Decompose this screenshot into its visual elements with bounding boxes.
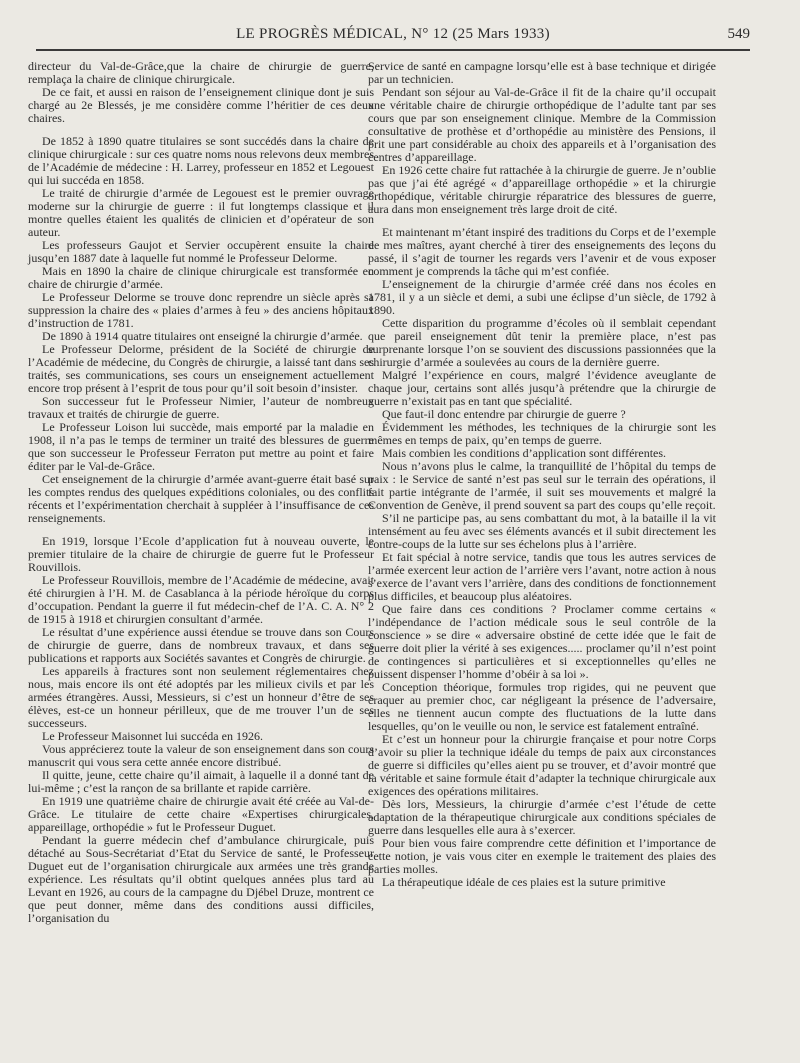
paragraph: Évidemment les méthodes, les techniques de la chirurgie sont les mêmes en temps de paix, qu’en temps de guerre. [368, 420, 716, 447]
journal-title: LE PROGRÈS MÉDICAL, N° 12 (25 Mars 1933) [236, 26, 550, 42]
paragraph: Le Professeur Maisonnet lui succéda en 1926. [42, 729, 263, 743]
left-column [28, 60, 374, 925]
paragraph: En 1926 cette chaire fut rattachée à la chirurgie de guerre. Je n’oublie pas que j’ai été agrégé « d’appareillage orthopédie » et la chirurgie orthopédique, véritable chirurgie réparatrice des blessures de guerre, aura dans mon enseignement très large droit de cité. [368, 163, 716, 216]
paragraph: Nous n’avons plus le calme, la tranquillité de l’hôpital du temps de paix : le Service de santé n’est pas seul sur le terrain des opérations, il fait partie intégrante de l’armée, il suit ses mouvements et malgré la Convention de Genève, il prend souvent sa part des coups qu’elle reçoit. [368, 459, 716, 512]
paragraph: En 1919 une quatrième chaire de chirurgie avait été créée au Val-de-Grâce. Le titulaire de cette chaire «Expertises chirurgicales, appareillage, orthopédie » fut le Professeur Duguet. [28, 794, 374, 834]
paragraph: Pendant la guerre médecin chef d’ambulance chirurgicale, puis détaché au Sous-Secrétariat d’Etat du Service de santé, le Professeur Duguet eut de l’organisation chirurgicale aux armées une très grande expérience. Les résultats qu’il obtint quelques années plus tard au Levant en 1926, au cours de la campagne du Djébel Druze, montrent ce que peut donner, même dans des conditions aussi difficiles, l’organisation du [28, 833, 374, 925]
paragraph: Et fait spécial à notre service, tandis que tous les autres services de l’armée exercent leur action de l’arrière vers l’avant, notre action à nous s’exerce de l’avant vers l’arrière, dans des conditions de fonctionnement plus difficiles, et beaucoup plus aléatoires. [368, 550, 716, 603]
page-header [36, 26, 750, 46]
paragraph: Pour bien vous faire comprendre cette définition et l’importance de cette notion, je vais vous citer en exemple le traitement des plaies des parties molles. [368, 836, 716, 876]
paragraph: Et maintenant m’étant inspiré des traditions du Corps et de l’exemple de mes maîtres, ayant cherché à tirer des enseignements des leçons du passé, il s’agit de tourner les regards vers l’avenir et de vous exposer comment je comprends la tâche qui m’est confiée. [368, 225, 716, 278]
paragraph: Pendant son séjour au Val-de-Grâce il fit de la chaire qu’il occupait une véritable chaire de chirurgie orthopédique de l’adulte tant par ses cours que par son enseignement clinique. Membre de la Commission consultative de prothèse et d’orthopédie au ministère des Pensions, il prit une part considérable au choix des appareils et à l’organisation des centres d’appareillage. [368, 85, 716, 164]
paragraph: Cet enseignement de la chirurgie d’armée avant-guerre était basé sur les comptes rendus des quelques expéditions coloniales, ou des conflits récents et l’expérimentation cherchait à suppléer à l’insuffisance de ces renseignements. [28, 472, 374, 525]
paragraph: directeur du Val-de-Grâce,que la chaire de chirurgie de guerre, remplaça la chaire de clinique chirurgicale. [28, 59, 374, 86]
paragraph: En 1919, lorsque l’Ecole d’application fut à nouveau ouverte, le premier titulaire de la chaire de chirurgie de guerre fut le Professeur Rouvillois. [28, 534, 374, 574]
paragraph: Les appareils à fractures sont non seulement réglementaires chez nous, mais encore ils ont été adoptés par les milieux civils et par les armées étrangères. Aussi, Messieurs, si c’est un honneur d’être de ses élèves, est-ce un honneur périlleux, que de me trouver l’un de ses successeurs. [28, 664, 374, 730]
paragraph: Malgré l’expérience en cours, malgré l’évidence aveuglante de chaque jour, certains sont allés jusqu’à prétendre que la chirurgie de guerre n’existait pas en tant que spécialité. [368, 368, 716, 408]
paragraph: Son successeur fut le Professeur Nimier, l’auteur de nombreux travaux et traités de chirurgie de guerre. [28, 394, 374, 421]
paragraph: De 1890 à 1914 quatre titulaires ont enseigné la chirurgie d’armée. [42, 329, 363, 343]
paragraph: Le résultat d’une expérience aussi étendue se trouve dans son Cours de chirurgie de guerre, dans de nombreux travaux, et dans ses publications et rapports aux Sociétés savantes et Congrès de chirurgie. [28, 625, 374, 665]
paragraph: Le traité de chirurgie d’armée de Legouest est le premier ouvrage moderne sur la chirurgie de guerre : il fut longtemps classique et il montre quelles étaient les qualités de clinicien et d’opérateur de son auteur. [28, 186, 374, 239]
paragraph: Le Professeur Delorme, président de la Société de chirurgie de l’Académie de médecine, du Congrès de chirurgie, a laissé tant dans ses traités, ses communications, ses cours un enseignement actuellement encore trop présent à l’esprit de tous pour qu’il soit besoin d’insister. [28, 342, 374, 395]
paragraph: Et c’est un honneur pour la chirurgie française et pour notre Corps d’avoir su plier la technique idéale du temps de paix aux circonstances de guerre si difficiles qu’elles aient pu se trouver, et d’avoir montré que la véritable et saine formule était d’adapter la technique chirurgicale aux exigences des opérations militaires. [368, 732, 716, 798]
paragraph: De 1852 à 1890 quatre titulaires se sont succédés dans la chaire de clinique chirurgicale : sur ces quatre noms nous relevons deux membres de l’Académie de médecine : H. Larrey, professeur en 1852 et Legouest qui lui succéda en 1858. [28, 134, 374, 187]
paragraph: Il quitte, jeune, cette chaire qu’il aimait, à laquelle il a donné tant de lui-même ; c’est la rançon de sa brillante et rapide carrière. [28, 768, 374, 795]
paragraph: Le Professeur Rouvillois, membre de l’Académie de médecine, avait été chirurgien à l’H. M. de Casablanca à la période héroïque du corps d’occupation. Pendant la guerre il fut médecin-chef de l’A. C. A. N° 2 de 1915 à 1918 et chirurgien consultant d’armée. [28, 573, 374, 626]
paragraph: Les professeurs Gaujot et Servier occupèrent ensuite la chaire jusqu’en 1887 date à laquelle fut nommé le Professeur Delorme. [28, 238, 374, 265]
paragraph: S’il ne participe pas, au sens combattant du mot, à la bataille il la vit intensément au feu avec ses éléments avancés et il subit directement les contre-coups de la lutte sur ses échelons plus à l’arrière. [368, 511, 716, 551]
paragraph: Dès lors, Messieurs, la chirurgie d’armée c’est l’étude de cette adaptation de la thérapeutique chirurgicale aux conditions spéciales de guerre dans lesquelles elle aura à s’exercer. [368, 797, 716, 837]
paragraph: De ce fait, et aussi en raison de l’enseignement clinique dont je suis chargé au 2e Blessés, je me considère comme l’héritier de ces deux chaires. [28, 85, 374, 125]
paragraph: Cette disparition du programme d’écoles où il semblait cependant que pareil enseignement dût tenir la première place, n’est pas surprenante lorsque l’on se souvient des discussions passionnées que la chirurgie d’armée a soulevées au cours de la dernière guerre. [368, 316, 716, 369]
right-column [368, 60, 716, 889]
paragraph: Conception théorique, formules trop rigides, qui ne peuvent que craquer au premier choc, car négligeant la présence de l’adversaire, elles ne tiennent aucun compte des fluctuations de la lutte dans lesquelles, qu’on le veuille ou non, le service est fatalement entraîné. [368, 680, 716, 733]
paragraph: Vous apprécierez toute la valeur de son enseignement dans son cours manuscrit qui vous sera cette année encore distribué. [28, 742, 374, 769]
paragraph: Que faire dans ces conditions ? Proclamer comme certains « l’indépendance de l’action médicale sous le seul contrôle de la conscience » se dire « adversaire obstiné de cette idée que le fait de guerre doit plier la vérité à ses exigences..... proclamer qu’il n’est point de contingences si particulières et si exceptionnelles qu’elles ne puissent dispenser l’homme d’obéir à sa loi ». [368, 602, 716, 681]
paragraph: Le Professeur Delorme se trouve donc reprendre un siècle après sa suppression la chaire des « plaies d’armes à feu » des anciens hôpitaux d’instruction de 1781. [28, 290, 374, 330]
header-rule [36, 49, 750, 51]
paragraph: La thérapeutique idéale de ces plaies est la suture primitive [382, 875, 666, 889]
paragraph: Mais en 1890 la chaire de clinique chirurgicale est transformée en chaire de chirurgie d’armée. [28, 264, 374, 291]
paragraph: Que faut-il donc entendre par chirurgie de guerre ? [382, 407, 626, 421]
paragraph: L’enseignement de la chirurgie d’armée créé dans nos écoles en 1781, il y a un siècle et demi, a subi une éclipse d’un siècle, de 1792 à 1890. [368, 277, 716, 317]
page-number: 549 [727, 26, 750, 42]
paragraph: Service de santé en campagne lorsqu’elle est à base technique et dirigée par un technicien. [368, 59, 716, 86]
paragraph: Le Professeur Loison lui succède, mais emporté par la maladie en 1908, il n’a pas le temps de terminer un traité des blessures de guerre que son successeur le Professeur Ferraton put mettre au point et faire éditer par le Val-de-Grâce. [28, 420, 374, 473]
paragraph: Mais combien les conditions d’application sont différentes. [382, 446, 667, 460]
